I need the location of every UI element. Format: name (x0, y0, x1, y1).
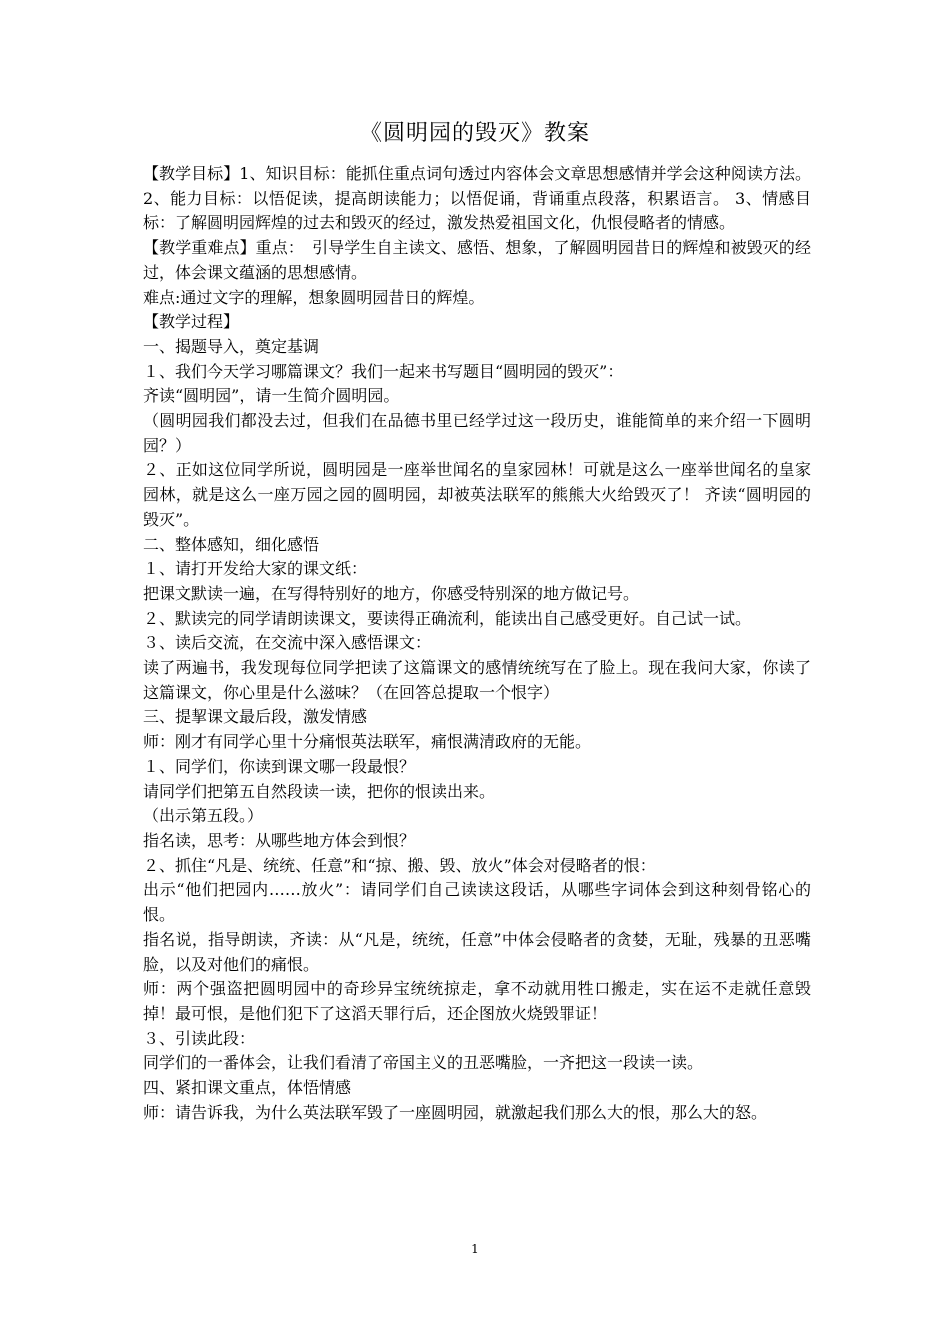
paragraph: 师：请告诉我，为什么英法联军毁了一座圆明园，就激起我们那么大的恨，那么大的怒。 (143, 1102, 768, 1122)
paragraph: １、同学们，你读到课文哪一段最恨？ (143, 756, 416, 776)
paragraph: ３、读后交流，在交流中深入感悟课文： (143, 633, 432, 653)
paragraph: （圆明园我们都没去过，但我们在品德书里已经学过这一段历史，谁能简单的来介绍一下圆明园？） (143, 411, 811, 455)
paragraph: １、请打开发给大家的课文纸： (143, 559, 368, 579)
paragraph: 同学们的一番体会，让我们看清了帝国主义的丑恶嘴脸，一齐把这一段读一读。 (143, 1053, 704, 1073)
paragraph: （出示第五段。） (143, 806, 264, 826)
paragraph: 师：两个强盗把圆明园中的奇珍异宝统统掠走，拿不动就用牲口搬走，实在运不走就任意毁掉！最可恨，是他们犯下了这滔天罪行后，还企图放火烧毁罪证！ (143, 979, 811, 1023)
paragraph: ２、正如这位同学所说，圆明园是一座举世闻名的皇家园林！可就是这么一座举世闻名的皇家园林，就是这么一座万园之园的圆明园，却被英法联军的熊熊大火给毁灭了！ 齐读“圆明园的毁灭”。 (143, 460, 811, 529)
section-heading-2: 二、整体感知，细化感悟 (143, 534, 320, 554)
paragraph: 师：刚才有同学心里十分痛恨英法联军，痛恨满清政府的无能。 (143, 732, 592, 752)
paragraph: 读了两遍书，我发现每位同学把读了这篇课文的感情统统写在了脸上。现在我问大家，你读了这篇课文，你心里是什么滋味？（在回答总提取一个恨字） (143, 658, 811, 702)
section-heading-4: 四、紧扣课文重点，体悟情感 (143, 1078, 352, 1098)
section-heading-1: 一、揭题导入，奠定基调 (143, 336, 320, 356)
paragraph-difficulty: 难点:通过文字的理解，想象圆明园昔日的辉煌。 (143, 287, 485, 307)
section-heading-3: 三、提挈课文最后段，激发情感 (143, 707, 368, 727)
document-title: 《圆明园的毁灭》教案 (359, 121, 590, 146)
section-heading-process: 【教学过程】 (143, 312, 240, 332)
paragraph: ２、默读完的同学请朗读课文，要读得正确流利，能读出自己感受更好。自己试一试。 (143, 608, 752, 628)
paragraph: 指名说，指导朗读，齐读：从“凡是，统统，任意”中体会侵略者的贪婪，无耻，残暴的丑恶嘴脸，以及对他们的痛恨。 (143, 929, 811, 974)
paragraph: 齐读“圆明园”，请一生简介圆明园。 (143, 386, 400, 406)
paragraph: ３、引读此段： (143, 1028, 256, 1048)
paragraph-teaching-goals: 【教学目标】1、知识目标：能抓住重点词句透过内容体会文章思想感情并学会这种阅读方法。 2、能力目标：以悟促读，提高朗读能力；以悟促诵，背诵重点段落，积累语言。 3、情感目标：了解圆明园辉煌的过去和毁灭的经过，激发热爱祖国文化，仇恨侵略者的情感。 (143, 164, 811, 233)
document-body (143, 162, 811, 1125)
paragraph: 出示“他们把园内……放火”：请同学们自己读读这段话，从哪些字词体会到这种刻骨铭心的恨。 (143, 880, 811, 925)
page-number: 1 (471, 1242, 479, 1256)
paragraph: 把课文默读一遍，在写得特别好的地方，你感受特别深的地方做记号。 (143, 583, 640, 603)
paragraph: １、我们今天学习哪篇课文？我们一起来书写题目“圆明园的毁灭”： (143, 361, 624, 381)
paragraph-key-points: 【教学重难点】重点： 引导学生自主读文、感悟、想象，了解圆明园昔日的辉煌和被毁灭的经过，体会课文蕴涵的思想感情。 (143, 238, 811, 282)
paragraph: 请同学们把第五自然段读一读，把你的恨读出来。 (143, 781, 496, 801)
paragraph: ２、抓住“凡是、统统、任意”和“掠、搬、毁、放火”体会对侵略者的恨： (143, 855, 656, 875)
paragraph: 指名读，思考：从哪些地方体会到恨？ (143, 830, 416, 850)
